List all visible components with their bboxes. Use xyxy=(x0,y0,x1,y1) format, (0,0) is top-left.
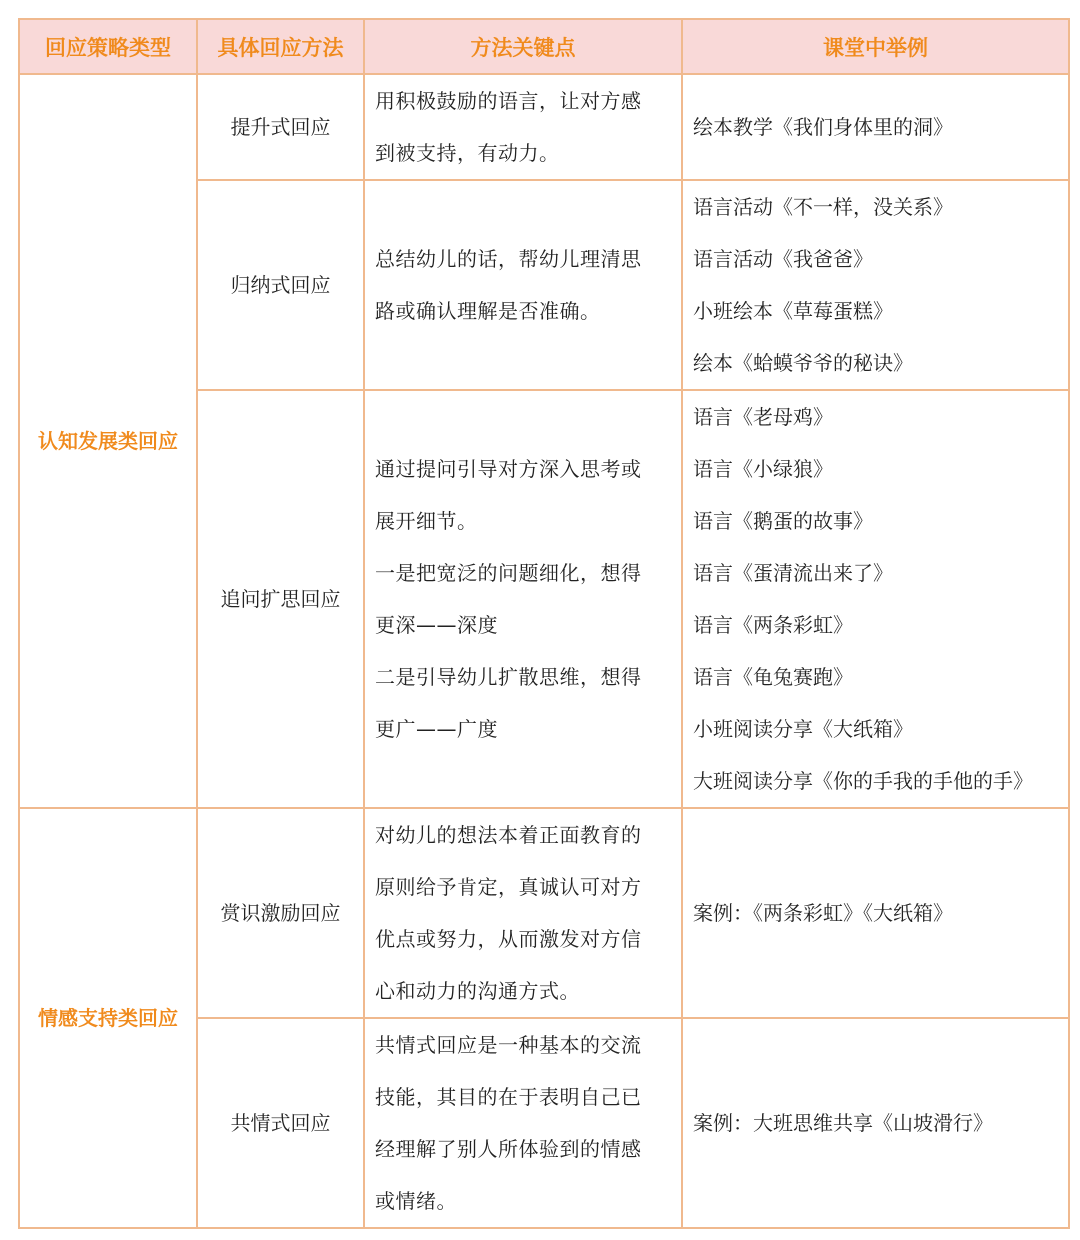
category-emotional: 情感支持类回应 xyxy=(19,808,197,1228)
key-point-line: 心和动力的沟通方式。 xyxy=(375,979,580,1003)
example-line: 小班绘本《草莓蛋糕》 xyxy=(693,299,893,323)
key-point-line: 优点或努力，从而激发对方信 xyxy=(375,927,642,951)
key-point-line: 一是把宽泛的问题细化，想得 xyxy=(375,561,642,585)
key-point-line: 更深——深度 xyxy=(375,613,498,637)
example-line: 案例：大班思维共享《山坡滑行》 xyxy=(693,1111,993,1135)
key-point-line: 更广——广度 xyxy=(375,717,498,741)
example-line: 案例：《两条彩虹》《大纸箱》 xyxy=(693,901,953,925)
method-cell: 提升式回应 xyxy=(197,74,364,180)
header-key-points: 方法关键点 xyxy=(364,19,682,74)
key-point-line: 总结幼儿的话，帮幼儿理清思 xyxy=(375,247,642,271)
key-points-cell xyxy=(364,1018,682,1228)
key-points-cell xyxy=(364,74,682,180)
examples-cell xyxy=(682,390,1069,808)
examples-cell xyxy=(682,1018,1069,1228)
example-line: 绘本《蛤蟆爷爷的秘诀》 xyxy=(693,351,913,375)
key-points-cell xyxy=(364,390,682,808)
key-point-line: 经理解了别人所体验到的情感 xyxy=(375,1137,642,1161)
example-line: 绘本教学《我们身体里的洞》 xyxy=(693,115,953,139)
example-line: 语言《小绿狼》 xyxy=(693,457,833,481)
method-cell: 追问扩思回应 xyxy=(197,390,364,808)
key-point-line: 路或确认理解是否准确。 xyxy=(375,299,601,323)
strategy-table xyxy=(18,18,1070,1229)
table-row xyxy=(19,74,1069,180)
key-point-line: 对幼儿的想法本着正面教育的 xyxy=(375,823,642,847)
example-line: 语言《鹅蛋的故事》 xyxy=(693,509,873,533)
example-line: 语言《老母鸡》 xyxy=(693,405,833,429)
method-cell: 赏识激励回应 xyxy=(197,808,364,1018)
key-point-line: 到被支持，有动力。 xyxy=(375,141,560,165)
example-line: 语言《龟兔赛跑》 xyxy=(693,665,853,689)
header-row xyxy=(19,19,1069,74)
method-cell: 共情式回应 xyxy=(197,1018,364,1228)
header-method: 具体回应方法 xyxy=(197,19,364,74)
example-line: 语言《蛋清流出来了》 xyxy=(693,561,893,585)
example-line: 大班阅读分享《你的手我的手他的手》 xyxy=(693,769,1033,793)
key-point-line: 共情式回应是一种基本的交流 xyxy=(375,1033,642,1057)
examples-cell xyxy=(682,808,1069,1018)
key-point-line: 展开细节。 xyxy=(375,509,478,533)
key-point-line: 原则给予肯定，真诚认可对方 xyxy=(375,875,642,899)
key-point-line: 通过提问引导对方深入思考或 xyxy=(375,457,642,481)
header-examples: 课堂中举例 xyxy=(682,19,1069,74)
example-line: 小班阅读分享《大纸箱》 xyxy=(693,717,913,741)
key-points-cell xyxy=(364,808,682,1018)
examples-cell xyxy=(682,74,1069,180)
key-point-line: 用积极鼓励的语言，让对方感 xyxy=(375,89,642,113)
key-points-cell xyxy=(364,180,682,390)
example-line: 语言活动《我爸爸》 xyxy=(693,247,873,271)
category-cognitive: 认知发展类回应 xyxy=(19,74,197,808)
examples-cell xyxy=(682,180,1069,390)
header-strategy-type: 回应策略类型 xyxy=(19,19,197,74)
key-point-line: 或情绪。 xyxy=(375,1189,457,1213)
key-point-line: 二是引导幼儿扩散思维，想得 xyxy=(375,665,642,689)
method-cell: 归纳式回应 xyxy=(197,180,364,390)
example-line: 语言《两条彩虹》 xyxy=(693,613,853,637)
table-row xyxy=(19,808,1069,1018)
example-line: 语言活动《不一样，没关系》 xyxy=(693,195,953,219)
key-point-line: 技能，其目的在于表明自己已 xyxy=(375,1085,642,1109)
